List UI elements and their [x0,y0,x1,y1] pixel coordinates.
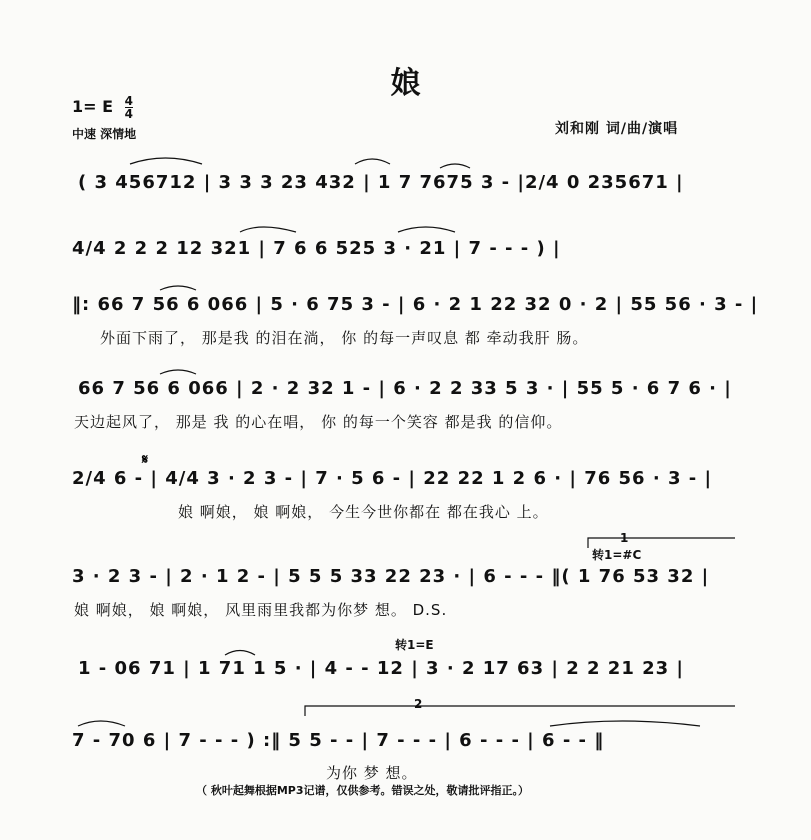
music-row-5: 2/4 6 - | 4/4 3 · 2 3 - | 7 · 5 6 - | 22 22 1 2 6 · | 76 56 · 3 - | [72,468,713,489]
time-top: 4 [124,94,133,108]
lyric-row-3: 外面下雨了， 那是我 的泪在淌， 你 的每一声叹息 都 牵动我肝 肠。 [100,329,589,347]
slur-5 [225,651,255,656]
slur-7 [550,721,700,726]
music-row-1: ( 3 456712 | 3 3 3 23 432 | 1 7 7675 3 - |2/4 0 235671 | [78,172,684,193]
key-label: 1= E [72,97,114,116]
music-row-3: ‖: 66 7 56 6 066 | 5 · 6 75 3 - | 6 · 2 1 22 32 0 · 2 | 55 56 · 3 - | [72,294,759,315]
footnote: （ 秋叶起舞根据MP3记谱，仅供参考。错误之处，敬请批评指正。） [196,784,529,797]
slur-2 [398,227,455,232]
slur-4 [160,370,196,374]
music-row-6: 3 · 2 3 - | 2 · 1 2 - | 5 5 5 33 22 23 · | 6 - - - ‖( 1 76 53 32 | [72,566,710,587]
lyric-row-6: 娘 啊娘， 娘 啊娘， 风里雨里我都为你梦 想。 D.S. [74,601,448,619]
segno-icon: 𝄋 [142,452,149,468]
time-bottom: 4 [124,107,133,121]
tuplet-arc-2 [355,159,390,164]
modulation-e: 转1=E [395,638,434,652]
modulation-c-sharp: 转1=#C [592,548,642,562]
tuplet-arc-3 [240,227,296,232]
lyric-row-5: 娘 啊娘， 娘 啊娘， 今生今世你都在 都在我心 上。 [178,503,549,521]
slur-1 [440,164,470,168]
volta-1-label: 1 [620,531,629,545]
music-row-8: 7 - 70 6 | 7 - - - ) :‖ 5 5 - - | 7 - - - | 6 - - - | 6 - - ‖ [72,730,605,751]
volta-1-bracket [588,538,735,548]
tuplet-arc-1 [130,158,202,164]
music-row-4: 66 7 56 6 066 | 2 · 2 32 1 - | 6 · 2 2 33 5 3 · | 55 5 · 6 7 6 · | [78,378,732,399]
music-row-7: 1 - 06 71 | 1 71 1 5 · | 4 - - 12 | 3 · 2 17 63 | 2 2 21 23 | [78,658,685,679]
volta-2-label: 2 [414,697,423,711]
lyric-row-4: 天边起风了， 那是 我 的心在唱， 你 的每一个笑容 都是我 的信仰。 [74,413,563,431]
volta-2-bracket [305,706,735,716]
slur-6 [78,721,125,726]
tempo-marking: 中速 深情地 [72,127,137,141]
lyric-row-8: 为你 梦 想。 [326,764,418,782]
song-title: 娘 [390,66,421,101]
slur-3 [160,286,196,290]
music-row-2: 4/4 2 2 2 12 321 | 7 6 6 525 3 · 21 | 7 - - - ) | [72,238,561,259]
credit: 刘和刚 词/曲/演唱 [555,121,679,137]
